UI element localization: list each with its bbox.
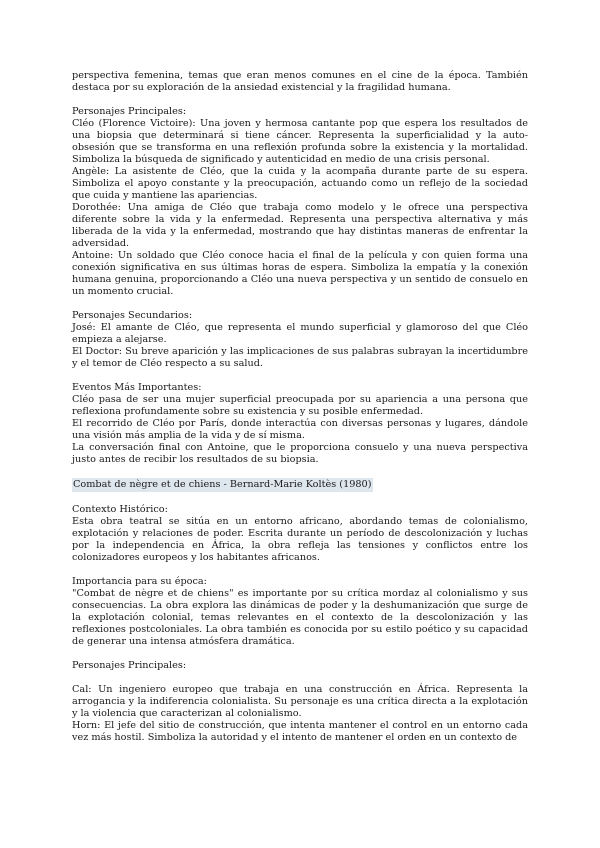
combat-importance-text: "Combat de nègre et de chiens" es importante por su crítica mordaz al colonialismo y sus consecuencias. La obra explora las dinámicas de poder y la deshumanización que surge de la explotación colonial, temas relevantes en el contexto de la descolonización y las reflexiones postcoloniales. La obra también es conocida por su estilo poético y su capacidad de generar una intensa atmósfera dramática. [72,588,528,647]
character-cal: Cal: Un ingeniero europeo que trabaja en una construcción en África. Representa la arrogancia y la indiferencia colonialista. Su personaje es una crítica directa a la explotación y la violencia que caracterizan al colonialismo. [72,684,528,719]
event-item: La conversación final con Antoine, que le proporciona consuelo y una nueva perspectiva justo antes de recibir los resultados de su biopsia. [72,442,528,465]
character-angele: Angèle: La asistente de Cléo, que la cuida y la acompaña durante parte de su espera. Simboliza el apoyo constante y la preocupación, actuando como un reflejo de la sociedad que cuida y mantiene las apariencias. [72,166,528,201]
combat-context-text: Esta obra teatral se sitúa en un entorno africano, abordando temas de colonialismo, explotación y relaciones de poder. Escrita durante un período de descolonización y luchas por la independencia en África, la obra refleja las tensiones y conflictos entre los colonizadores europeos y los habitantes africanos. [72,516,528,563]
character-antoine: Antoine: Un soldado que Cléo conoce hacia el final de la película y con quien forma una conexión significativa en sus últimas horas de espera. Simboliza la empatía y la conexión humana genuina, proporcionando a Cléo una nueva perspectiva y un sentido de consuelo en un momento crucial. [72,250,528,297]
character-doctor: El Doctor: Su breve aparición y las implicaciones de sus palabras subrayan la incertidumbre y el temor de Cléo respecto a su salud. [72,346,528,369]
event-item: Cléo pasa de ser una mujer superficial preocupada por su apariencia a una persona que reflexiona profundamente sobre su existencia y su posible enfermedad. [72,394,528,417]
character-jose: José: El amante de Cléo, que representa el mundo superficial y glamoroso del que Cléo empieza a alejarse. [72,322,528,345]
intro-paragraph: perspectiva femenina, temas que eran menos comunes en el cine de la época. También destaca por su exploración de la ansiedad existencial y la fragilidad humana. [72,70,528,93]
combat-importance-heading: Importancia para su época: [72,576,207,587]
character-dorothee: Dorothée: Una amiga de Cléo que trabaja como modelo y le ofrece una perspectiva diferente sobre la vida y la enfermedad. Representa una perspectiva alternativa y más liberada de la vida y la enfermedad, mostrando que hay distintas maneras de enfrentar la adversidad. [72,202,528,249]
cleo-events-heading: Eventos Más Importantes: [72,382,202,393]
character-cleo: Cléo (Florence Victoire): Una joven y hermosa cantante pop que espera los resultados de una biopsia que determinará si tiene cáncer. Representa la superficialidad y la auto-obsesión que se transforma en una reflexión profunda sobre la existencia y la mortalidad. Simboliza la búsqueda de significado y autenticidad en medio de una crisis personal. [72,118,528,165]
event-item: El recorrido de Cléo por París, donde interactúa con diversas personas y lugares, dándole una visión más amplia de la vida y de sí misma. [72,418,528,441]
combat-context-heading: Contexto Histórico: [72,504,168,515]
cleo-secondary-characters-heading: Personajes Secundarios: [72,310,193,321]
character-horn: Horn: El jefe del sitio de construcción, que intenta mantener el control en un entorno cada vez más hostil. Simboliza la autoridad y el intento de mantener el orden en un contexto de [72,720,528,743]
section-title-combat: Combat de nègre et de chiens - Bernard-Marie Koltès (1980) [73,479,372,490]
combat-main-characters-heading: Personajes Principales: [72,660,187,671]
cleo-main-characters-heading: Personajes Principales: [72,106,187,117]
